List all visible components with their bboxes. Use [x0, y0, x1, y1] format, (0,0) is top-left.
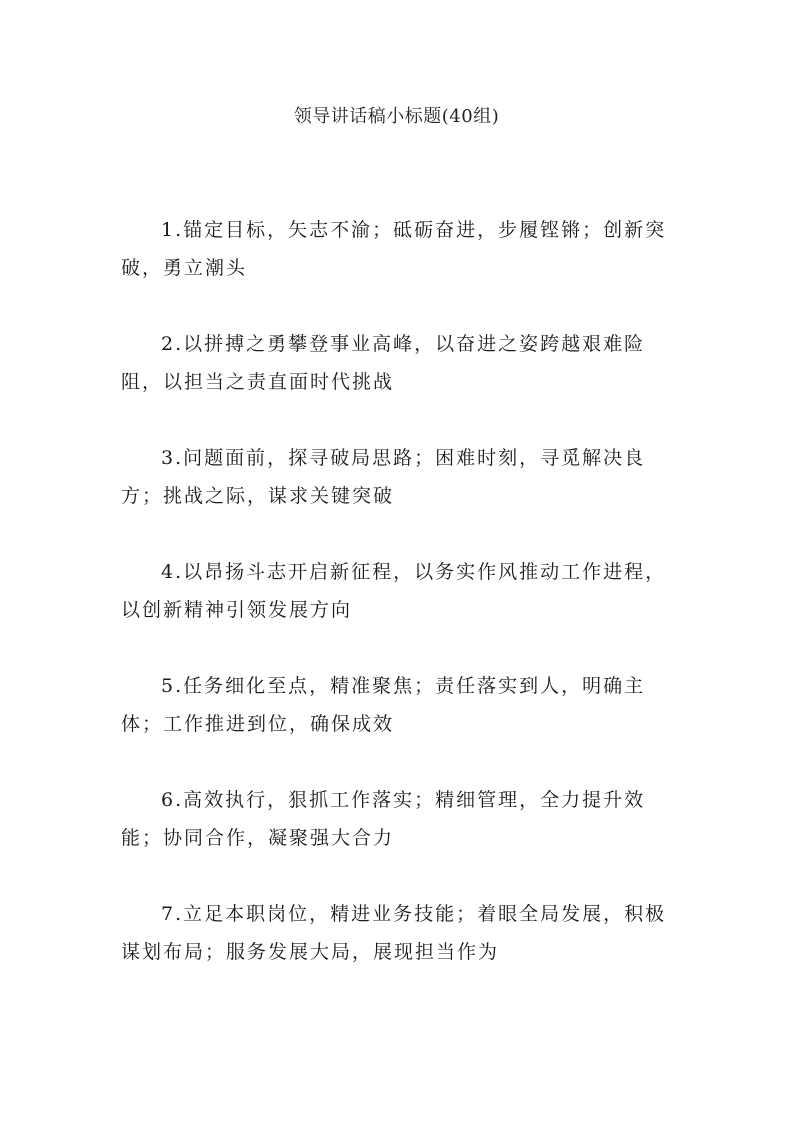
document-title: 领导讲话稿小标题(40组) — [293, 106, 500, 127]
heading-item: 2.以拼搏之勇攀登事业高峰，以奋进之姿跨越艰难险阻，以担当之责直面时代挑战 — [121, 333, 646, 393]
heading-item: 6.高效执行，狠抓工作落实；精细管理，全力提升效能；协同合作，凝聚强大合力 — [121, 789, 646, 849]
heading-item: 7.立足本职岗位，精进业务技能；着眼全局发展，积极谋划布局；服务发展大局，展现担当作为 — [121, 903, 667, 963]
heading-item: 5.任务细化至点，精准聚焦；责任落实到人，明确主体；工作推进到位，确保成效 — [121, 675, 646, 735]
heading-item: 4.以昂扬斗志开启新征程，以务实作风推动工作进程，以创新精神引领发展方向 — [121, 561, 667, 621]
heading-item: 1.锚定目标，矢志不渝；砥砺奋进，步履铿锵；创新突破，勇立潮头 — [121, 219, 667, 279]
heading-item: 3.问题面前，探寻破局思路；困难时刻，寻觅解决良方；挑战之际，谋求关键突破 — [121, 447, 646, 507]
